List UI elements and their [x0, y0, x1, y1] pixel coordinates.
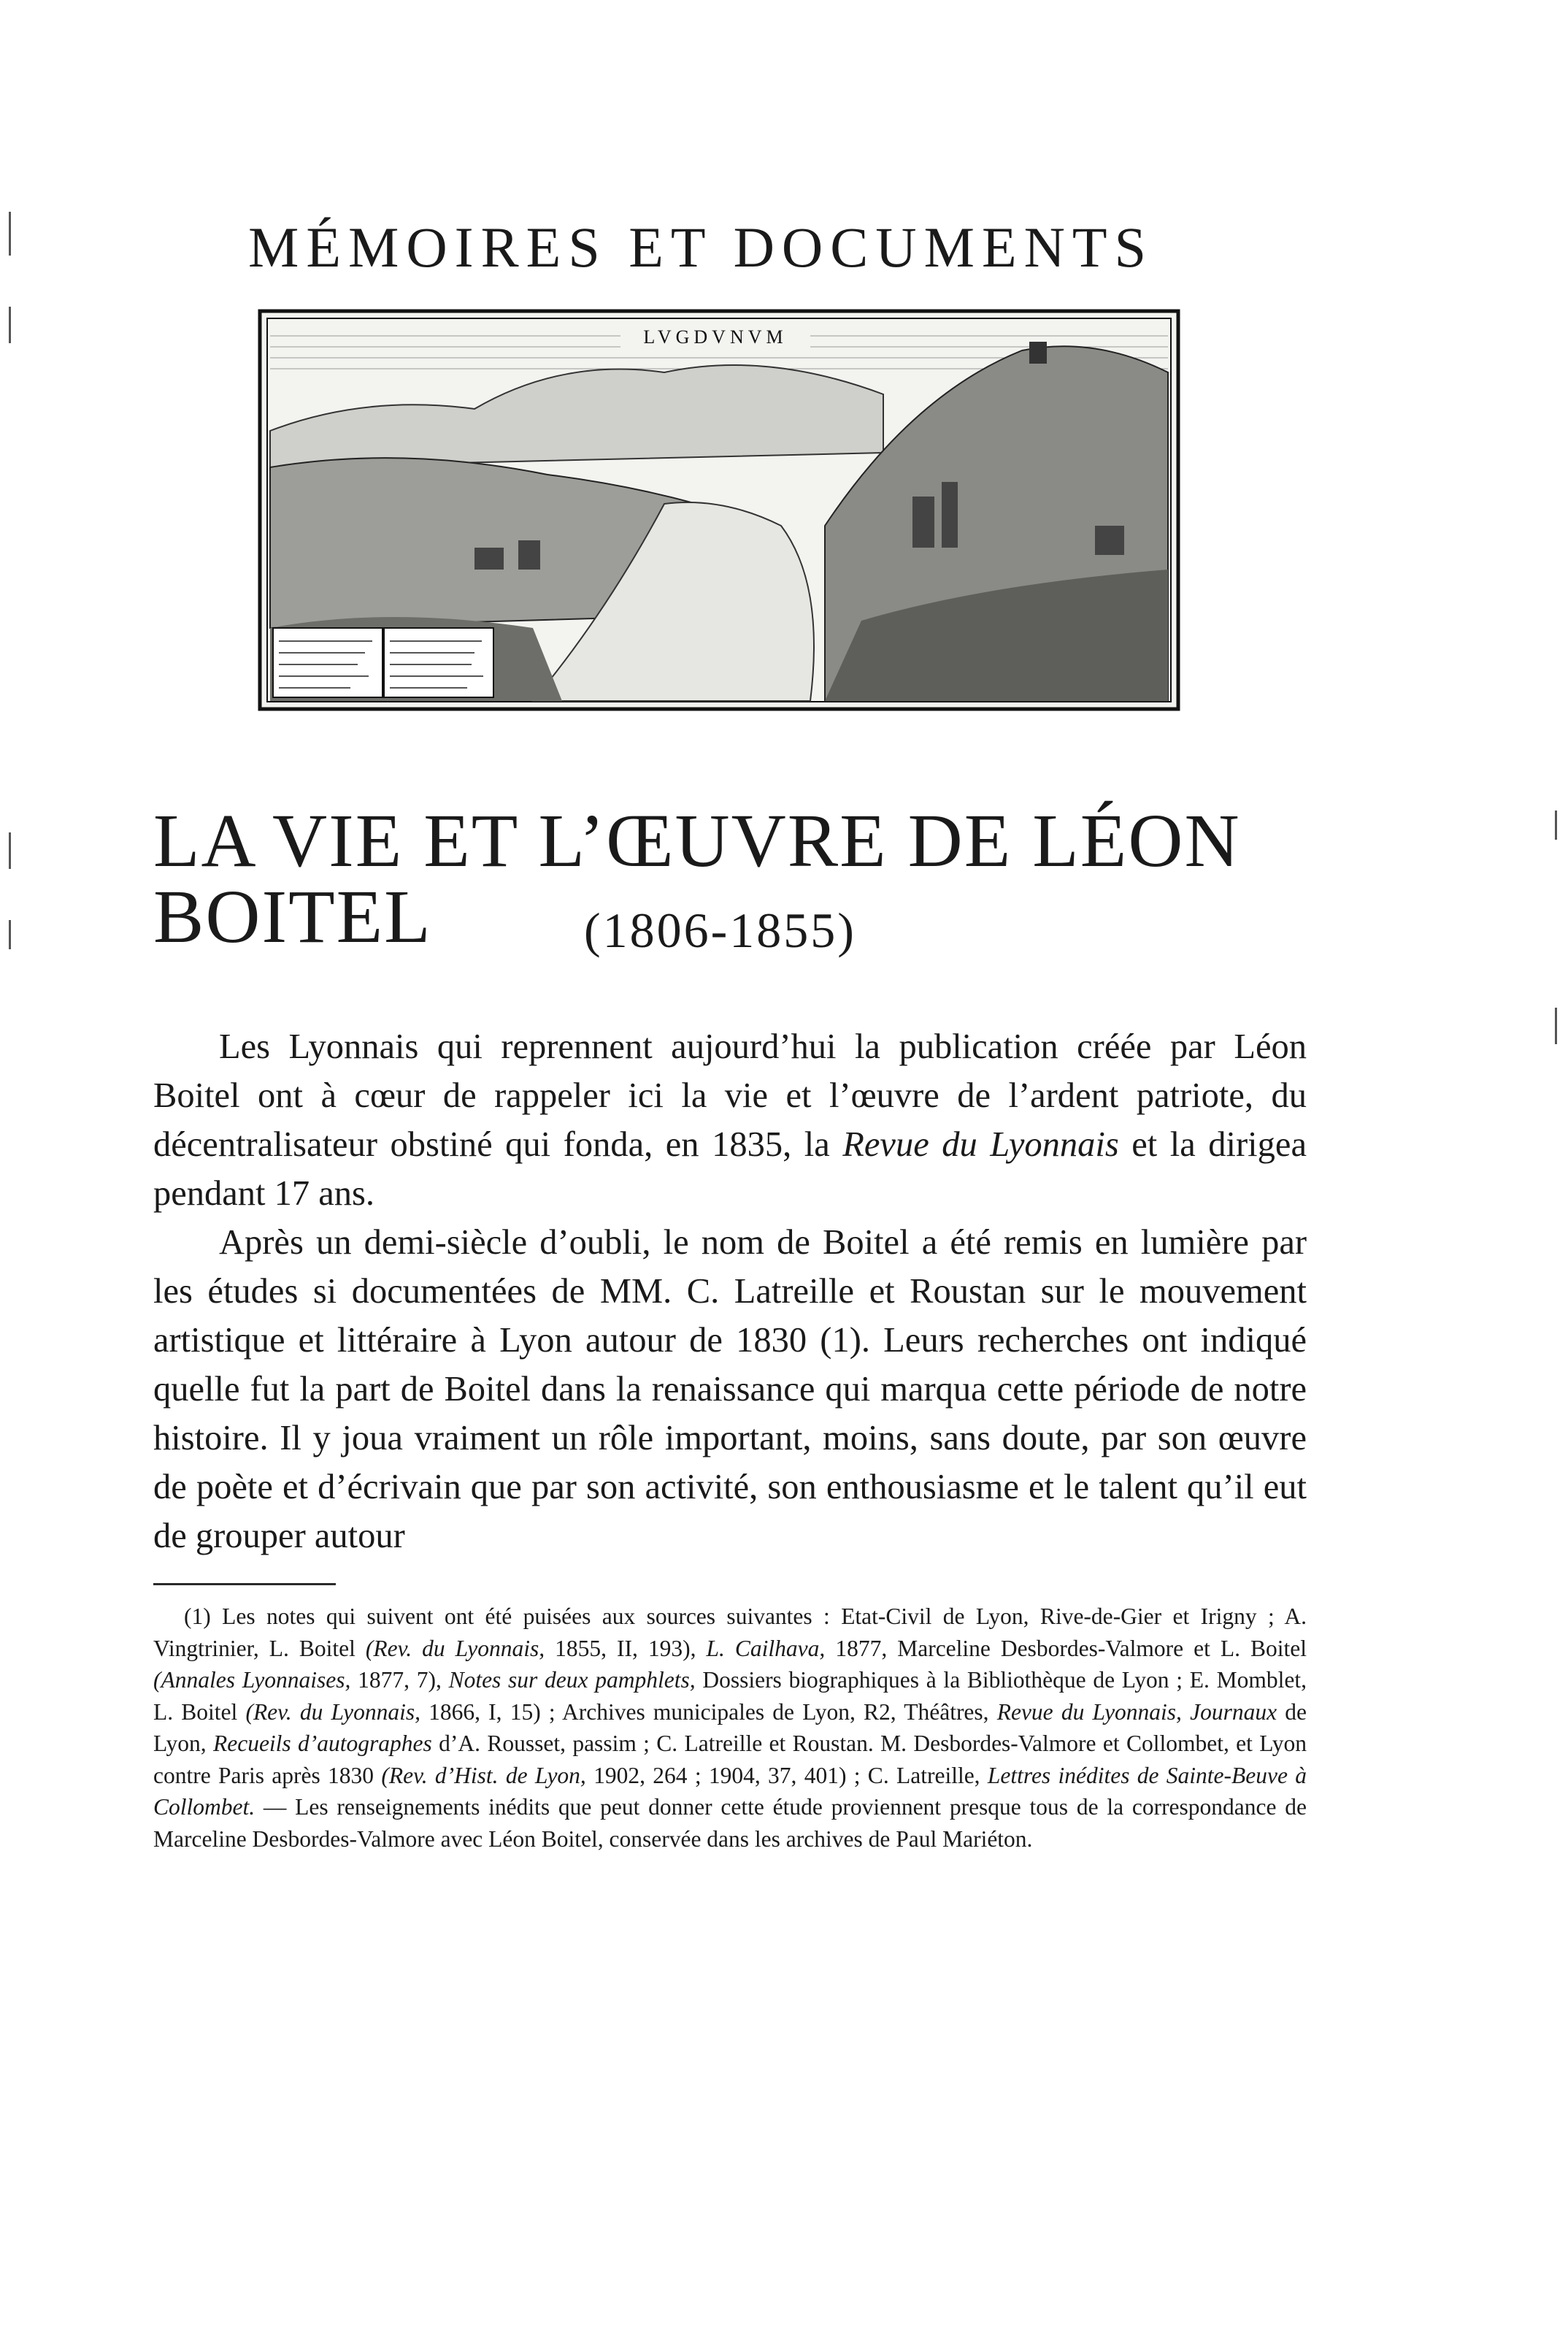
- paragraph-2: [153, 1218, 1307, 1560]
- footnote-segment: d’A. Rousset, passim ; C. Latreille et Roustan. M. Desbordes-Valmore et Collombet, et Lyon contre Paris après 1830: [153, 1731, 1307, 1788]
- p1-text-b: et la dirigea pendant 17 ans.: [153, 1125, 1307, 1213]
- footnote-segment: de Lyon,: [153, 1698, 1307, 1756]
- engraving-icon: [255, 307, 1183, 716]
- footnote-segment: 1902, 264 ; 1904, 37, 401) ; C. Latreille,: [585, 1762, 988, 1788]
- footnote-segment: (Rev. du Lyonnais,: [245, 1698, 420, 1725]
- article-title: LA VIE ET L’ŒUVRE DE LÉON BOITEL: [153, 799, 1241, 959]
- footnote-segment: Revue du Lyonnais, Journaux: [996, 1698, 1277, 1725]
- footnote-segment: (Rev. d’Hist. de Lyon,: [381, 1762, 586, 1788]
- p1-text-a: Les Lyonnais qui reprennent aujourd’hui la publication créée par Léon Boitel ont à cœur de rappeler ici la vie et l’œuvre de l’ardent patriote, du décentralisateur obstiné qui fonda, en 1835, la: [153, 1027, 1307, 1164]
- footnote-segment: 1855, II, 193),: [545, 1635, 707, 1661]
- footnote-segment: (Annales Lyonnaises,: [153, 1667, 351, 1693]
- article-body: [153, 1022, 1307, 1560]
- footnote-segment: 1866, I, 15) ; Archives municipales de Lyon, R2, Théâtres,: [420, 1698, 997, 1725]
- footnote: [153, 1601, 1307, 1855]
- footnote-segment: (Rev. du Lyonnais,: [365, 1635, 545, 1661]
- footnote-segment: Notes sur deux pamphlets,: [448, 1667, 696, 1693]
- footnote-segment: L. Cailhava,: [706, 1635, 826, 1661]
- p1-journal-title: Revue du Lyonnais: [842, 1125, 1119, 1164]
- section-heading: MÉMOIRES ET DOCUMENTS: [248, 215, 1153, 279]
- paragraph-1: [153, 1022, 1307, 1218]
- footnote-segment: Recueils d’autographes: [212, 1731, 432, 1756]
- footnote-divider: [153, 1583, 336, 1585]
- article-dates: (1806-1855): [584, 903, 856, 958]
- footnote-segment: Lettres inédites de Sainte-Beuve à Collombet.: [153, 1762, 1307, 1820]
- footnote-segment: Dossiers biographiques à la Bibliothèque de Lyon ; E. Momblet, L. Boitel: [153, 1667, 1307, 1725]
- footnote-segment: 1877, 7),: [350, 1667, 449, 1693]
- footnote-segment: 1877, Marceline Desbordes-Valmore et L. Boitel: [825, 1635, 1307, 1661]
- lyon-engraving-illustration: [255, 307, 1183, 716]
- footnote-segment: (1) Les notes qui suivent ont été puisées aux sources suivantes : Etat-Civil de Lyon, Rive-de-Gier et Irigny ; A. Vingtrinier, L. Boitel: [153, 1604, 1307, 1661]
- engraving-title: LVGDVNVM: [643, 326, 788, 348]
- p2-text: Après un demi-siècle d’oubli, le nom de Boitel a été remis en lumière par les études si documentées de MM. C. Latreille et Roustan sur le mouvement artistique et littéraire à Lyon autour de 1830 (1). Leurs recherches ont indiqué quelle fut la part de Boitel dans la renaissance qui marqua cette période de notre histoire. Il y joua vraiment un rôle important, moins, sans doute, par son œuvre de poète et d’écrivain que par son activité, son enthousiasme et le talent qu’il eut de grouper autour: [153, 1223, 1307, 1555]
- footnote-segment: — Les renseignements inédits que peut donner cette étude proviennent presque tous de la correspondance de Marceline Desbordes-Valmore avec Léon Boitel, conservée dans les archives de Paul Mariéton.: [153, 1794, 1307, 1852]
